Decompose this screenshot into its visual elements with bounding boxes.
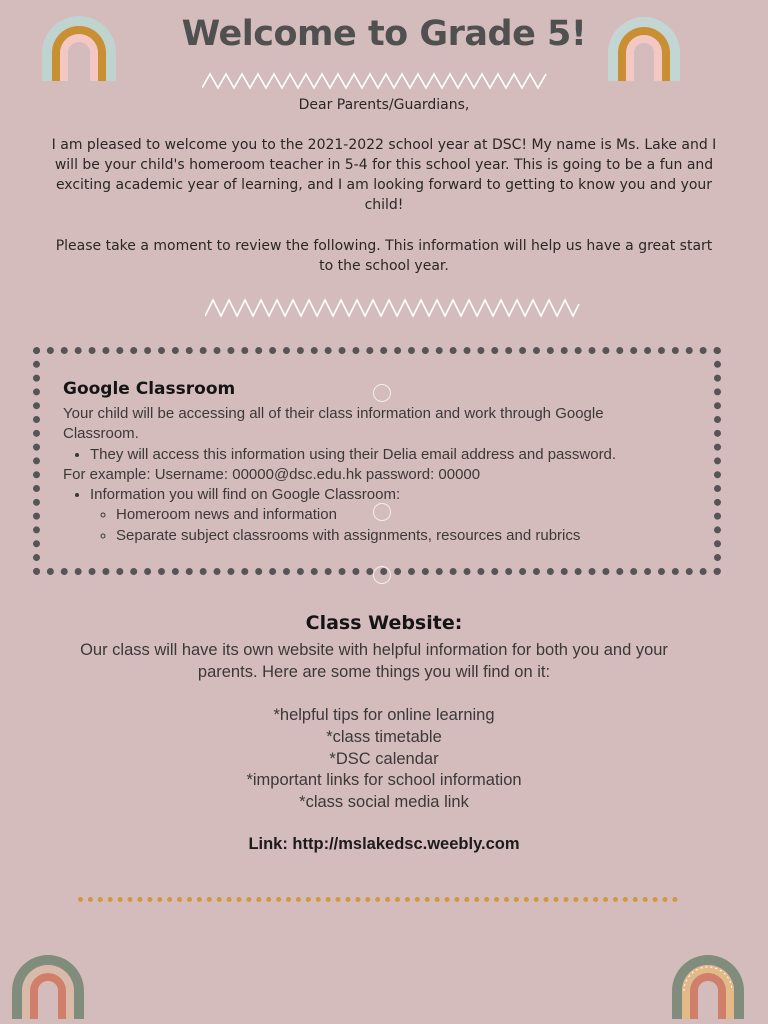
google-classroom-list-2 <box>63 485 683 546</box>
orange-dotted-divider <box>78 897 678 908</box>
circle-deco-1 <box>373 384 391 402</box>
google-classroom-list-1 <box>63 445 683 465</box>
list-item: *class timetable <box>326 727 442 746</box>
sub-list-item: ◦ Separate subject classrooms with assignments, resources and rubrics <box>116 526 683 546</box>
class-website-link[interactable]: Link: http://mslakedsc.weebly.com <box>248 835 520 853</box>
list-item: • They will access this information using their Delia email address and password. <box>90 445 683 465</box>
class-website-list <box>0 705 768 814</box>
zigzag-divider-top <box>202 72 548 90</box>
rainbow-icon-bottom-right <box>670 953 746 1019</box>
list-item: *important links for school information <box>246 771 522 790</box>
class-website-heading: Class Website: <box>305 612 463 634</box>
greeting: Dear Parents/Guardians, <box>298 97 470 113</box>
list-item-label: Information you will find on Google Classroom: <box>90 486 401 504</box>
google-classroom-sublist <box>90 505 683 546</box>
zigzag-divider-middle <box>205 298 581 318</box>
rainbow-icon-bottom-left <box>10 953 86 1019</box>
circle-deco-3 <box>373 566 391 584</box>
google-classroom-intro: Your child will be accessing all of their class information and work through Google Classroom. <box>63 405 604 443</box>
list-item: *class social media link <box>299 793 469 812</box>
page-title: Welcome to Grade 5! <box>181 14 587 54</box>
review-paragraph: Please take a moment to review the following. This information will help us have a great start to the school year. <box>55 238 713 274</box>
google-classroom-body <box>63 404 683 546</box>
list-item: *helpful tips for online learning <box>273 706 495 724</box>
intro-paragraph: I am pleased to welcome you to the 2021-2022 school year at DSC! My name is Ms. Lake and I will be your child's homeroom teacher in 5-4 for this school year. This is going to be a fun and exciting academic year of learning, and I am looking forward to getting to know you and your child! <box>51 137 717 213</box>
class-website-description <box>54 640 694 683</box>
sub-list-item: ◦ Homeroom news and information <box>116 505 683 525</box>
list-item <box>90 485 683 546</box>
class-website-paragraph: Our class will have its own website with helpful information for both you and your parents. Here are some things you will find on it: <box>80 641 668 681</box>
login-example: For example: Username: 00000@dsc.edu.hk password: 00000 <box>63 465 481 483</box>
google-classroom-heading: Google Classroom <box>63 379 236 399</box>
list-item: *DSC calendar <box>329 749 439 768</box>
